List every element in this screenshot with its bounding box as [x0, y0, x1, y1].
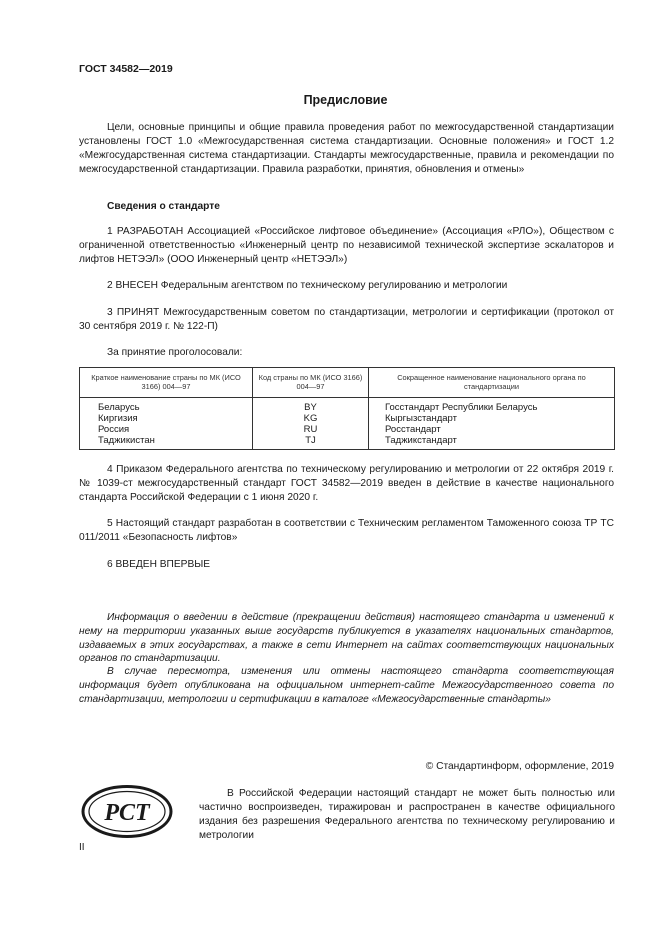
- copyright-notice: [199, 787, 615, 843]
- page-title: Предисловие: [303, 93, 388, 107]
- item-introduced-first: 6 ВВЕДЕН ВПЕРВЫЕ: [107, 559, 211, 570]
- table-cell: Киргизия: [80, 413, 253, 424]
- table-row: [80, 413, 615, 424]
- table-cell: Росстандарт: [369, 424, 615, 435]
- table-cell: Беларусь: [80, 398, 253, 414]
- table-cell: Кыргызстандарт: [369, 413, 615, 424]
- section-subtitle: Сведения о стандарте: [107, 201, 220, 212]
- table-header-row: [80, 368, 615, 398]
- item-submitted: 2 ВНЕСЕН Федеральным агентством по техническому регулированию и метрологии: [107, 280, 508, 291]
- table-cell: BY: [253, 398, 369, 414]
- copyright-notice-text: В Российской Федерации настоящий стандарт не может быть полностью или частично воспроизведен, тиражирован и распространен в качестве официального издания без разрешения Федерального агентства по техническому регулированию и метрологии: [199, 788, 615, 841]
- item-adopted: 3 ПРИНЯТ Межгосударственным советом по стандартизации, метрологии и сертификации (протокол от 30 сентября 2019 г. № 122-П): [79, 307, 614, 332]
- item-developed-per-regulation: 5 Настоящий стандарт разработан в соответствии с Техническим регламентом Таможенного союза ТР ТС 011/2011 «Безопасность лифтов»: [79, 518, 614, 543]
- table-cell: Таджикстандарт: [369, 435, 615, 450]
- info-paragraph-2: В случае пересмотра, изменения или отмены настоящего стандарта соответствующая информация будет опубликована на официальном интернет-сайте Межгосударственного совета по стандартизации, метрологии и сертификации в каталоге «Межгосударственные стандарты»: [79, 666, 614, 705]
- logo-text: РСТ: [104, 800, 150, 826]
- table-cell: RU: [253, 424, 369, 435]
- document-id: ГОСТ 34582—2019: [79, 63, 173, 75]
- table-cell: Госстандарт Республики Беларусь: [369, 398, 615, 414]
- table-header-code: Код страны по МК (ИСО 3166) 004—97: [253, 368, 369, 398]
- table-row: [80, 435, 615, 450]
- page-number: II: [79, 842, 85, 853]
- rst-logo: [80, 784, 174, 839]
- copyright: © Стандартинформ, оформление, 2019: [425, 761, 614, 772]
- table-row: [80, 398, 615, 414]
- table-header-body: Сокращенное наименование национального органа по стандартизации: [369, 368, 615, 398]
- vote-label: За принятие проголосовали:: [107, 347, 243, 358]
- item-enacted: 4 Приказом Федерального агентства по техническому регулированию и метрологии от 22 октября 2019 г. № 1039-ст межгосударственный стандарт ГОСТ 34582—2019 введен в действие в качестве национального стандарта Российской Федерации с 1 июня 2020 г.: [79, 464, 614, 503]
- table-cell: Таджикистан: [80, 435, 253, 450]
- table-cell: KG: [253, 413, 369, 424]
- table-cell: Россия: [80, 424, 253, 435]
- voting-table: [79, 367, 615, 450]
- info-paragraph-1: Информация о введении в действие (прекращении действия) настоящего стандарта и изменений к нему на территории указанных выше государств публикуется в указателях национальных стандартов, издаваемых в этих государствах, а также в сети Интернет на сайтах соответствующих национальных органов по стандартизации.: [79, 612, 614, 665]
- table-cell: TJ: [253, 435, 369, 450]
- intro-paragraph: Цели, основные принципы и общие правила проведения работ по межгосударственной стандартизации установлены ГОСТ 1.0 «Межгосударственная система стандартизации. Основные положения» и ГОСТ 1.2 «Межгосударственная система стандартизации. Стандарты межгосударственные, правила и рекомендации по межгосударственной стандартизации. Правила разработки, принятия, обновления и отмены»: [79, 122, 614, 175]
- table-header-country: Краткое наименование страны по МК (ИСО 3166) 004—97: [80, 368, 253, 398]
- table-row: [80, 424, 615, 435]
- item-developed: 1 РАЗРАБОТАН Ассоциацией «Российское лифтовое объединение» (Ассоциация «РЛО»), Обществом с ограниченной ответственностью «Инженерный центр по независимой технической экспертизе эскалаторов и лифтов НЕТЭЭЛ» (ООО Инженерный центр «НЕТЭЭЛ»): [79, 226, 614, 265]
